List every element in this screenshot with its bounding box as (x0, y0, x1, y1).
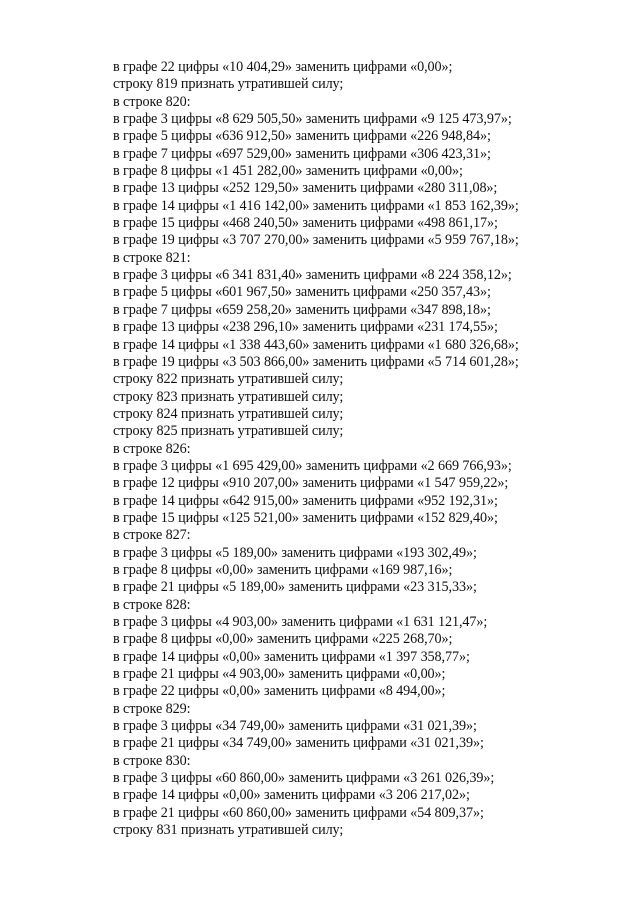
document-line: в строке 820: (113, 93, 191, 110)
document-line: в графе 3 цифры «5 189,00» заменить цифрами «193 302,49»; (113, 544, 477, 561)
document-line: в графе 19 цифры «3 707 270,00» заменить цифрами «5 959 767,18»; (113, 232, 519, 249)
document-line: строку 831 признать утратившей силу; (113, 822, 344, 839)
document-line: в графе 14 цифры «0,00» заменить цифрами «3 206 217,02»; (113, 787, 470, 804)
document-line: в графе 21 цифры «4 903,00» заменить цифрами «0,00»; (113, 666, 446, 683)
document-line: в строке 830: (113, 752, 191, 769)
document-line: в графе 21 цифры «60 860,00» заменить цифрами «54 809,37»; (113, 804, 484, 821)
document-line: в графе 7 цифры «697 529,00» заменить цифрами «306 423,31»; (113, 145, 491, 162)
document-line: в строке 827: (113, 527, 191, 544)
document-line: в графе 3 цифры «34 749,00» заменить цифрами «31 021,39»; (113, 718, 477, 735)
document-line: в графе 3 цифры «8 629 505,50» заменить цифрами «9 125 473,97»; (113, 111, 512, 128)
document-line: в графе 8 цифры «0,00» заменить цифрами «225 268,70»; (113, 631, 453, 648)
document-line: строку 824 признать утратившей силу; (113, 405, 344, 422)
document-line: в графе 3 цифры «4 903,00» заменить цифрами «1 631 121,47»; (113, 614, 488, 630)
document-line: в графе 14 цифры «1 338 443,60» заменить цифрами «1 680 326,68»; (113, 336, 519, 353)
document-line: в графе 19 цифры «3 503 866,00» заменить цифрами «5 714 601,28»; (113, 353, 519, 370)
document-line: в графе 15 цифры «125 521,00» заменить цифрами «152 829,40»; (113, 509, 498, 526)
document-line: в графе 13 цифры «238 296,10» заменить цифрами «231 174,55»; (113, 319, 498, 336)
document-line: в графе 14 цифры «642 915,00» заменить цифрами «952 192,31»; (113, 492, 498, 509)
document-line: в графе 14 цифры «0,00» заменить цифрами «1 397 358,77»; (113, 648, 470, 665)
document-line: строку 825 признать утратившей силу; (113, 423, 344, 440)
document-line: в графе 15 цифры «468 240,50» заменить цифрами «498 861,17»; (113, 215, 498, 232)
document-line: в графе 8 цифры «0,00» заменить цифрами «169 987,16»; (113, 561, 453, 578)
document-line: строку 819 признать утратившей силу; (113, 76, 344, 93)
document-line: в строке 829: (113, 700, 191, 717)
document-line: в графе 8 цифры «1 451 282,00» заменить цифрами «0,00»; (113, 163, 463, 180)
document-line: в графе 12 цифры «910 207,00» заменить цифрами «1 547 959,22»; (113, 475, 509, 492)
document-body (113, 59, 613, 839)
document-line: строку 822 признать утратившей силу; (113, 371, 344, 388)
document-line: в графе 3 цифры «6 341 831,40» заменить цифрами «8 224 358,12»; (113, 267, 512, 284)
document-line: в графе 21 цифры «5 189,00» заменить цифрами «23 315,33»; (113, 579, 477, 596)
document-line: в графе 13 цифры «252 129,50» заменить цифрами «280 311,08»; (113, 180, 498, 197)
document-line: в графе 7 цифры «659 258,20» заменить цифрами «347 898,18»; (113, 301, 491, 318)
document-line: в строке 826: (113, 440, 191, 457)
document-line: в графе 5 цифры «601 967,50» заменить цифрами «250 357,43»; (113, 284, 491, 301)
document-line: в графе 5 цифры «636 912,50» заменить цифрами «226 948,84»; (113, 128, 491, 145)
document-line: в строке 828: (113, 596, 191, 613)
document-line: в графе 3 цифры «1 695 429,00» заменить цифрами «2 669 766,93»; (113, 457, 512, 474)
document-line: в графе 14 цифры «1 416 142,00» заменить цифрами «1 853 162,39»; (113, 197, 519, 214)
document-line: в строке 821: (113, 249, 191, 266)
document-line: в графе 3 цифры «60 860,00» заменить цифрами «3 261 026,39»; (113, 770, 495, 787)
document-line: в графе 21 цифры «34 749,00» заменить цифрами «31 021,39»; (113, 735, 484, 752)
document-line: в графе 22 цифры «10 404,29» заменить цифрами «0,00»; (113, 59, 453, 75)
document-line: строку 823 признать утратившей силу; (113, 388, 344, 405)
document-line: в графе 22 цифры «0,00» заменить цифрами «8 494,00»; (113, 683, 446, 700)
